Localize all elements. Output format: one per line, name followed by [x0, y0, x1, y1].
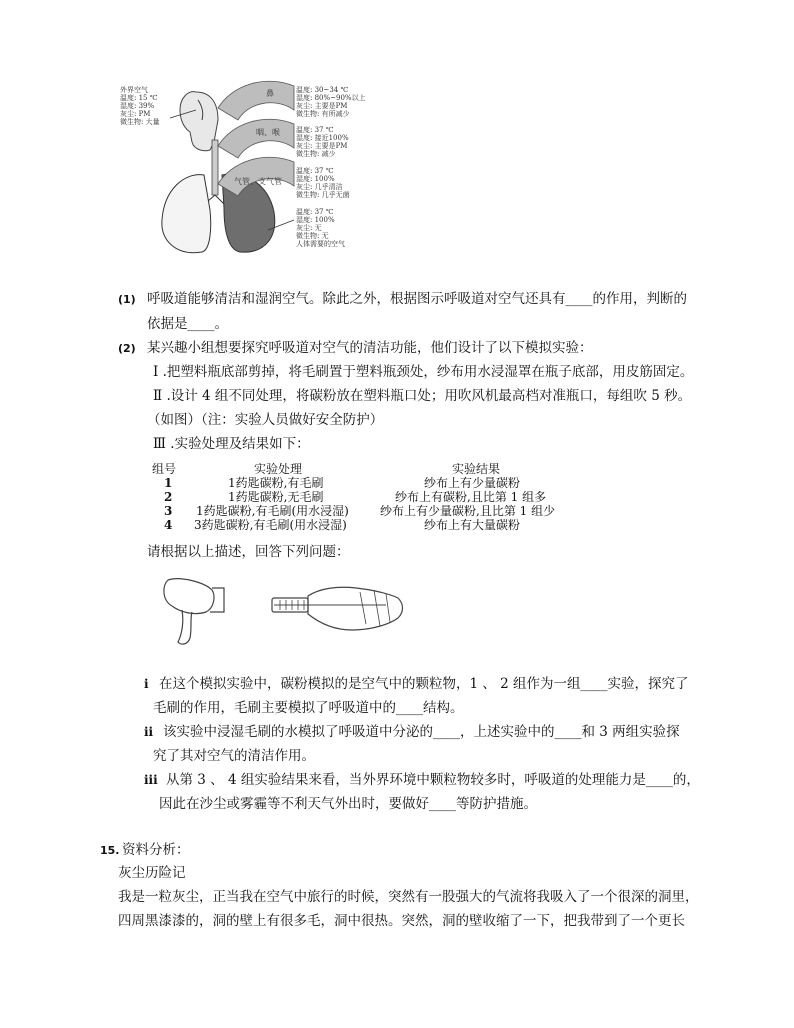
- prompt-text: 请根据以上描述，回答下列问题：: [147, 544, 350, 560]
- table-header: 组号: [152, 462, 177, 476]
- table-cell: 1药匙碳粉,无毛刷: [228, 490, 324, 504]
- sub-question-number: ii: [144, 725, 154, 739]
- table-cell: 4: [164, 518, 173, 532]
- outside-air-block: [120, 86, 160, 126]
- after-nose-line: 灰尘: 主要是PM: [296, 102, 348, 110]
- after-throat-line: 温度: 37 ℃: [296, 126, 334, 134]
- table-cell: 2: [164, 490, 173, 504]
- outside-air-line: 灰尘: PM: [120, 110, 151, 118]
- table-cell: 1药匙碳粉,有毛刷: [228, 476, 324, 490]
- story-text: 四周黑漆漆的，洞的壁上有很多毛，洞中很热。突然，洞的壁收缩了一下，把我带到了一个更长: [118, 913, 685, 929]
- outside-air-line: 外界空气: [120, 86, 148, 94]
- question-number: (1): [118, 293, 136, 306]
- lungs-line: 灰尘: 无: [296, 224, 322, 232]
- after-nose-line: 温度: 30~34 ℃: [296, 86, 349, 94]
- question-text: 某兴趣小组想要探究呼吸道对空气的清洁功能，他们设计了以下模拟实验：: [147, 340, 593, 356]
- after-throat-line: 微生物: 减少: [296, 150, 336, 158]
- step-text: Ⅰ .把塑料瓶底部剪掉，将毛刷置于塑料瓶颈处，纱布用水浸湿罩在瓶子底部，用皮筋固定。: [153, 364, 694, 380]
- table-cell: 1: [164, 476, 173, 490]
- step-text: （如图）（注：实验人员做好安全防护）: [147, 412, 384, 428]
- lungs-line: 湿度: 100%: [296, 216, 335, 224]
- table-cell: 3药匙碳粉,有毛刷(用水浸湿): [194, 518, 347, 532]
- after-throat-block: [296, 126, 349, 158]
- after-trachea-line: 温度: 37 ℃: [296, 167, 334, 175]
- question-number: (2): [118, 342, 136, 355]
- question-title: 资料分析：: [122, 842, 190, 858]
- organ-label-trachea: 气管、支气管: [234, 177, 282, 186]
- table-cell: 纱布上有少量碳粉: [424, 476, 521, 490]
- lungs-block: [296, 208, 345, 248]
- sub-question-number: iii: [144, 773, 158, 787]
- question-text: 呼吸道能够清洁和湿润空气。除此之外，根据图示呼吸道对空气还具有____的作用，判断的: [147, 291, 687, 307]
- hair-dryer-bottle-figure: [160, 572, 420, 654]
- after-nose-line: 湿度: 80%~90%以上: [296, 94, 366, 102]
- experiment-table: [152, 462, 592, 532]
- sub-question-text: 因此在沙尘或雾霾等不利天气外出时，要做好____等防护措施。: [159, 796, 537, 812]
- table-header: 实验结果: [452, 462, 501, 476]
- step-text: Ⅱ .设计 4 组不同处理，将碳粉放在塑料瓶口处；用吹风机最高档对准瓶口，每组吹 5 秒。: [153, 388, 692, 404]
- organ-label-throat: 咽、喉: [256, 128, 280, 137]
- after-throat-line: 湿度: 接近100%: [296, 134, 349, 142]
- table-cell: 3: [164, 504, 173, 518]
- after-trachea-line: 湿度: 100%: [296, 175, 335, 183]
- organ-label-nose: 鼻: [266, 89, 274, 98]
- sub-question-text: 毛刷的作用，毛刷主要模拟了呼吸道中的____结构。: [153, 700, 464, 716]
- after-trachea-block: [296, 167, 350, 199]
- question-text: 依据是____。: [147, 316, 228, 332]
- after-trachea-line: 微生物: 几乎无菌: [296, 191, 350, 199]
- lungs-line: 微生物: 无: [296, 232, 329, 240]
- lungs-line: 人体需要的空气: [296, 240, 345, 248]
- respiratory-tract-figure: [118, 80, 388, 260]
- lungs-line: 温度: 37 ℃: [296, 208, 334, 216]
- question-number: 15.: [100, 844, 120, 857]
- step-text: Ⅲ .实验处理及结果如下：: [153, 436, 310, 452]
- story-text: 我是一粒灰尘，正当我在空气中旅行的时候，突然有一股强大的气流将我吸入了一个很深的洞里，: [118, 889, 699, 905]
- sub-question-text: 在这个模拟实验中，碳粉模拟的是空气中的颗粒物，1 、 2 组作为一组____实验，探究了: [159, 676, 689, 692]
- table-cell: 纱布上有大量碳粉: [424, 518, 521, 532]
- sub-question-text: 该实验中浸湿毛刷的水模拟了呼吸道中分泌的____，上述实验中的____和 3 两组实验探: [163, 724, 680, 740]
- after-throat-line: 灰尘: 主要是PM: [296, 142, 348, 150]
- table-cell: 纱布上有碳粉,且比第 1 组多: [395, 490, 547, 504]
- outside-air-line: 湿度: 39%: [120, 102, 155, 110]
- story-title: 灰尘历险记: [118, 865, 186, 881]
- sub-question-text: 究了其对空气的清洁作用。: [153, 748, 315, 764]
- outside-air-line: 温度: 15 ℃: [120, 94, 158, 102]
- sub-question-number: i: [144, 677, 149, 691]
- after-nose-block: [296, 86, 366, 118]
- table-cell: 纱布上有少量碳粉,且比第 1 组少: [380, 504, 556, 518]
- hair-dryer-icon: [164, 579, 224, 644]
- plastic-bottle-icon: [272, 587, 403, 630]
- table-cell: 1药匙碳粉,有毛刷(用水浸湿): [196, 504, 349, 518]
- after-trachea-line: 灰尘: 几乎清洁: [296, 183, 343, 191]
- after-nose-line: 微生物: 有所减少: [296, 110, 350, 118]
- sub-question-text: 从第 3 、 4 组实验结果来看，当外界环境中颗粒物较多时，呼吸道的处理能力是____的，: [166, 772, 700, 788]
- outside-air-line: 微生物: 大量: [120, 118, 160, 126]
- table-header: 实验处理: [254, 462, 303, 476]
